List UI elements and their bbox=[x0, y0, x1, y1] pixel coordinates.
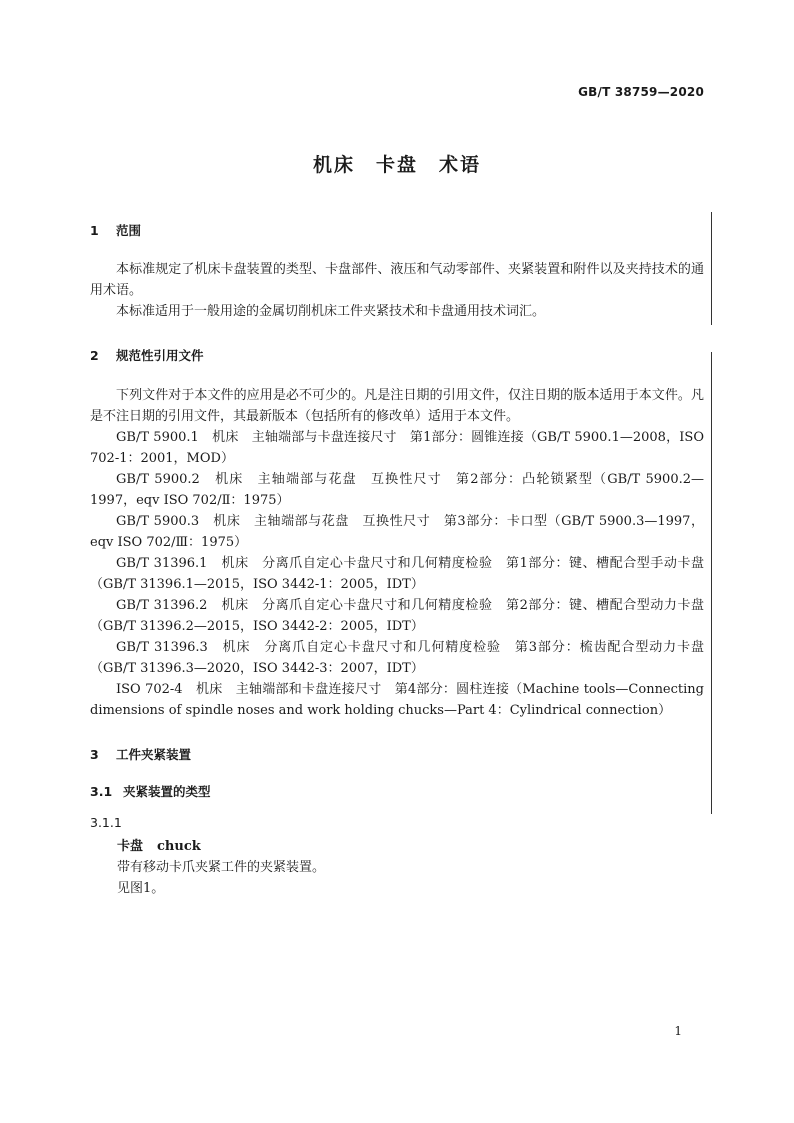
section-title: 范围 bbox=[116, 223, 142, 238]
section-number: 2 bbox=[90, 348, 99, 363]
page-title: 机床 卡盘 术语 bbox=[312, 154, 481, 176]
reference-item: GB/T 5900.3 机床 主轴端部与花盘 互换性尺寸 第3部分：卡口型（GB/T 5900.3—1997，eqv ISO 702/Ⅲ：1975） bbox=[90, 514, 704, 550]
section-title: 规范性引用文件 bbox=[116, 348, 204, 363]
paragraph: 本标准规定了机床卡盘装置的类型、卡盘部件、液压和气动零部件、夹紧装置和附件以及夹持技术的通用术语。 bbox=[90, 262, 704, 298]
section-number: 3 bbox=[90, 747, 99, 762]
paragraph: 本标准适用于一般用途的金属切削机床工件夹紧技术和卡盘通用技术词汇。 bbox=[116, 304, 546, 319]
reference-item: GB/T 5900.2 机床 主轴端部与花盘 互换性尺寸 第2部分：凸轮锁紧型（GB/T 5900.2—1997，eqv ISO 702/Ⅱ：1975） bbox=[90, 472, 704, 508]
section-title: 工件夹紧装置 bbox=[116, 747, 192, 762]
page-number: 1 bbox=[674, 1024, 682, 1038]
section-title: 夹紧装置的类型 bbox=[123, 784, 211, 799]
reference-item: GB/T 5900.1 机床 主轴端部与卡盘连接尺寸 第1部分：圆锥连接（GB/T 5900.1—2008，ISO 702-1：2001，MOD） bbox=[90, 430, 704, 466]
section-heading-workholding bbox=[90, 745, 191, 763]
term-chinese: 卡盘 bbox=[117, 839, 144, 854]
reference-item: GB/T 31396.1 机床 分离爪自定心卡盘尺寸和几何精度检验 第1部分：键、槽配合型手动卡盘（GB/T 31396.1—2015，ISO 3442-1：2005，IDT） bbox=[90, 556, 704, 592]
section-heading-scope bbox=[90, 221, 141, 239]
document-code: GB/T 38759—2020 bbox=[578, 85, 704, 99]
revision-bar bbox=[711, 352, 712, 814]
section-number: 3.1 bbox=[90, 784, 113, 799]
section-number: 1 bbox=[90, 223, 99, 238]
term-definition: 带有移动卡爪夹紧工件的夹紧装置。 bbox=[117, 860, 326, 875]
revision-bar bbox=[711, 212, 712, 325]
reference-item: ISO 702-4 机床 主轴端部和卡盘连接尺寸 第4部分：圆柱连接（Machine tools—Connecting dimensions of spindle noses and work holding chucks—Part 4：Cylindrical connection） bbox=[90, 682, 704, 718]
section-heading-normative-references bbox=[90, 346, 204, 364]
reference-item: GB/T 31396.3 机床 分离爪自定心卡盘尺寸和几何精度检验 第3部分：梳齿配合型动力卡盘（GB/T 31396.3—2020，ISO 3442-3：2007，IDT） bbox=[90, 640, 704, 676]
paragraph: 下列文件对于本文件的应用是必不可少的。凡是注日期的引用文件，仅注日期的版本适用于本文件。凡是不注日期的引用文件，其最新版本（包括所有的修改单）适用于本文件。 bbox=[90, 388, 704, 424]
term-english: chuck bbox=[157, 839, 201, 854]
figure-reference-note: 见图1。 bbox=[117, 881, 165, 896]
reference-item: GB/T 31396.2 机床 分离爪自定心卡盘尺寸和几何精度检验 第2部分：键、槽配合型动力卡盘（GB/T 31396.2—2015，ISO 3442-2：2005，IDT） bbox=[90, 598, 704, 634]
term-number: 3.1.1 bbox=[90, 815, 122, 830]
subsection-heading-clamping-types bbox=[90, 782, 211, 800]
term-entry bbox=[117, 835, 201, 854]
